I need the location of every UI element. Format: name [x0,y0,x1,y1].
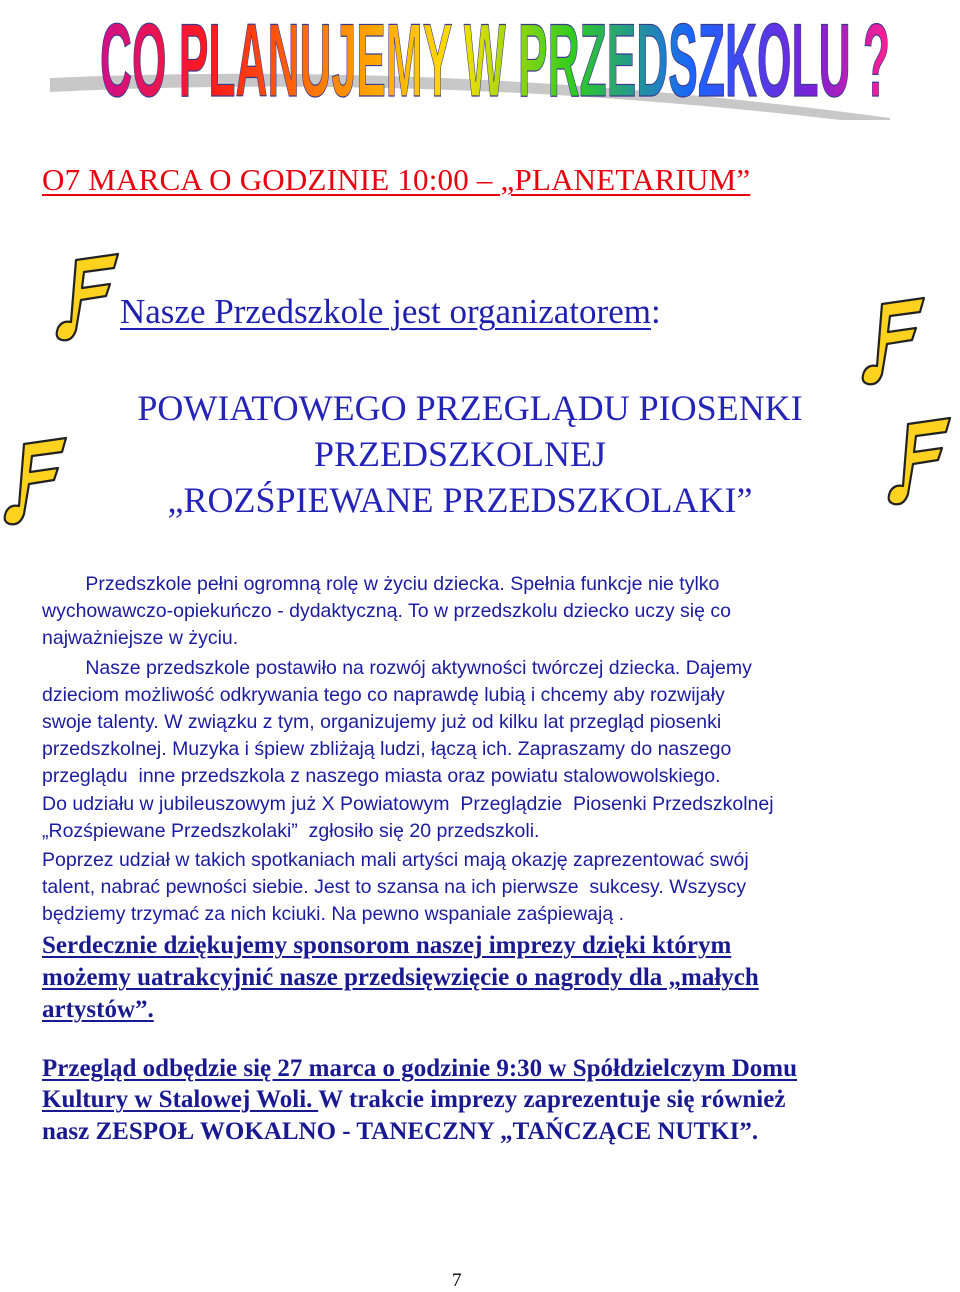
wordart-text: CO PLANUJEMY W PRZEDSZKOLU ? [100,3,890,119]
organizer-text: Nasze Przedszkole jest organizatorem [120,292,651,331]
body-line: przedszkolnej. Muzyka i śpiew zbliżają ludzi, łączą ich. Zapraszamy do naszego [42,738,732,760]
schedule-text-1: Przegląd odbędzie się 27 marca o godzinie 9:30 w Spółdzielczym Domu [42,1055,798,1082]
body-line: talent, nabrać pewności siebie. Jest to szansa na ich pierwsze sukcesy. Wszyscy [42,876,747,898]
body-line: Nasze przedszkole postawiło na rozwój aktywności twórczej dziecka. Dajemy [42,657,752,679]
page-number: 7 [452,1270,462,1291]
schedule-text-2a: Kultury w Stalowej Woli. [42,1086,319,1113]
music-note-icon [858,294,930,390]
schedule-line-1 [42,1053,902,1084]
body-line: wychowawczo-opiekuńczo - dydaktyczną. To w przedszkolu dziecko uczy się co [42,600,731,622]
thanks-line-2 [42,962,902,993]
organizer-heading [120,292,661,332]
body-line: będziemy trzymać za nich kciuki. Na pewno wspaniale zaśpiewają . [42,903,625,925]
schedule-line-2 [42,1084,902,1115]
body-line: swoje talenty. W związku z tym, organizujemy już od kilku lat przegląd piosenki [42,711,722,733]
body-line: Poprzez udział w takich spotkaniach mali artyści mają okazję zaprezentować swój [42,849,749,871]
music-note-icon [884,414,956,510]
thanks-line-3 [42,994,902,1025]
body-line: najważniejsze w życiu. [42,627,239,649]
wordart-heading [40,0,920,120]
event-title-line-2: PRZEDSZKOLNEJ [313,434,606,474]
schedule-text-2b: W trakcie imprezy zaprezentuje się również [318,1086,786,1113]
body-line: Przedszkole pełni ogromną rolę w życiu dziecka. Spełnia funkcje nie tylko [42,573,720,595]
schedule-line-3 [42,1116,902,1147]
announcement-planetarium: O7 MARCA O GODZINIE 10:00 – „PLANETARIUM” [42,162,751,197]
event-title-line-3: „ROZŚPIEWANE PRZEDSZKOLAKI” [167,480,753,520]
music-note-icon [0,432,72,532]
body-line: dzieciom możliwość odkrywania tego co naprawdę lubią i chcemy aby rozwijały [42,684,725,706]
organizer-colon: : [650,292,661,331]
body-line: „Rozśpiewane Przedszkolaki” zgłosiło się 20 przedszkoli. [42,820,540,842]
body-line: Do udziału w jubileuszowym już X Powiatowym Przeglądzie Piosenki Przedszkolnej [42,793,774,815]
music-note-icon [52,250,124,346]
thanks-text-3: artystów”. [42,996,154,1023]
event-title-line-1: POWIATOWEGO PRZEGLĄDU PIOSENKI [137,388,803,428]
schedule-text-3: nasz ZESPOŁ WOKALNO - TANECZNY „TAŃCZĄCE NUTKI”. [42,1118,759,1145]
body-line: przeglądu inne przedszkola z naszego miasta oraz powiatu stalowowolskiego. [42,765,721,787]
thanks-line-1 [42,930,902,961]
thanks-text-1: Serdecznie dziękujemy sponsorom naszej imprezy dzięki którym [42,932,732,959]
thanks-text-2: możemy uatrakcyjnić nasze przedsięwzięcie o nagrody dla „małych [42,964,759,991]
